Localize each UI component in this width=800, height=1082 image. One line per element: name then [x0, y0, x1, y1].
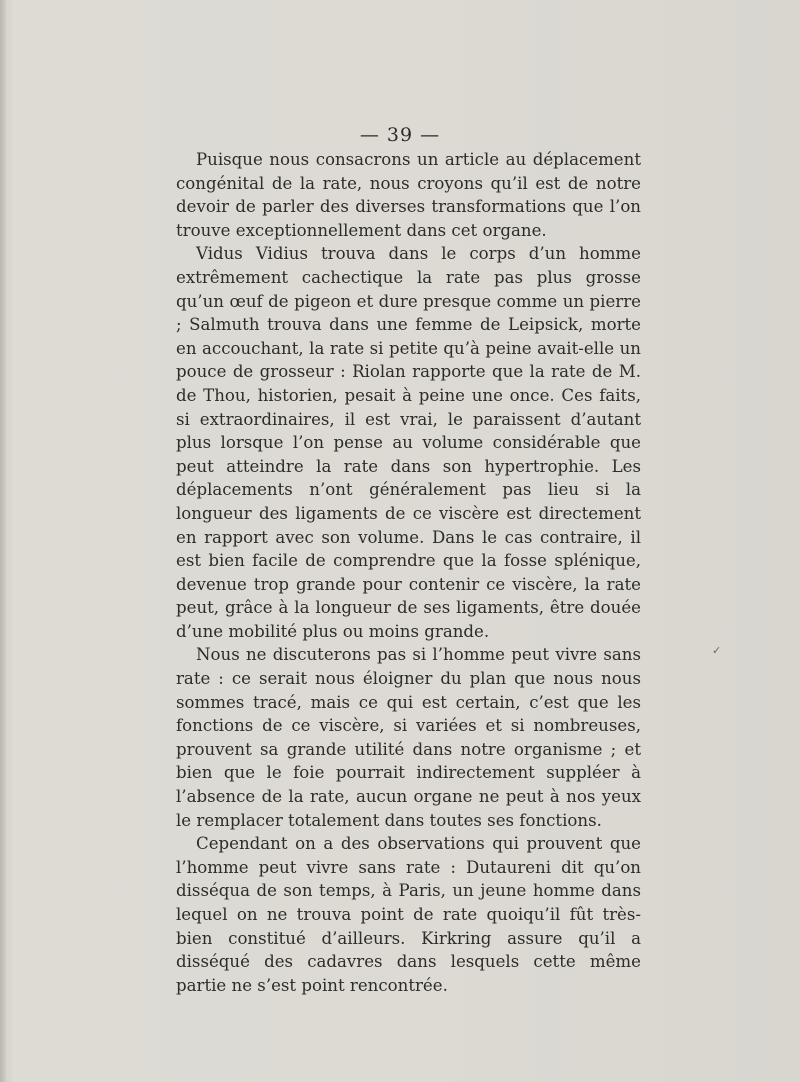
page-number: — 39 — — [359, 124, 441, 146]
page-edge-shadow — [0, 0, 6, 1082]
paragraph-2: Vidus Vidius trouva dans le corps d’un homme extrêmement cachectique la rate pas plus grosse qu’un œuf de pigeon et dure presque comme un pierre ; Salmuth trouva dans une femme de Leipsick, morte en accouchant, la rate si petite qu’à peine avait-elle un pouce de grosseur : Riolan rapporte que la rate de M. de Thou, historien, pesait à peine une once. Ces faits, si extraordinaires, il est vrai, le paraissent d’autant plus lorsque l’on pense au volume considérable que peut atteindre la rate dans son hypertrophie. Les déplacements n’ont généralement pas lieu si la longueur des ligaments de ce viscère est directement en rapport avec son volume. Dans le cas contraire, il est bien facile de comprendre que la fosse splénique, devenue trop grande pour contenir ce viscère, la rate peut, grâce à la longueur de ses ligaments, être douée d’une mobilité plus ou moins grande. — [176, 244, 641, 641]
margin-mark-icon: ✓ — [712, 644, 722, 657]
body-text — [176, 148, 641, 997]
paragraph-1: Puisque nous consacrons un article au déplacement congénital de la rate, nous croyons qu’il est de notre devoir de parler des diverses transformations que l’on trouve exceptionnellement dans cet organe. — [176, 150, 641, 240]
paragraph-4: Cependant on a des observations qui prouvent que l’homme peut vivre sans rate : Dutaureni dit qu’on disséqua de son temps, à Paris, un jeune homme dans lequel on ne trouva point de rate quoiqu’il fût très-bien constitué d’ailleurs. Kirkring assure qu’il a disséqué des cadavres dans lesquels cette même partie ne s’est point rencontrée. — [176, 834, 641, 995]
paragraph-3: Nous ne discuterons pas si l’homme peut vivre sans rate : ce serait nous éloigner du plan que nous nous sommes tracé, mais ce qui est certain, c’est que les fonctions de ce viscère, si variées et si nombreuses, prouvent sa grande utilité dans notre organisme ; et bien que le foie pourrait indirectement suppléer à l’absence de la rate, aucun organe ne peut à nos yeux le remplacer totalement dans toutes ses fonctions. — [176, 645, 641, 830]
